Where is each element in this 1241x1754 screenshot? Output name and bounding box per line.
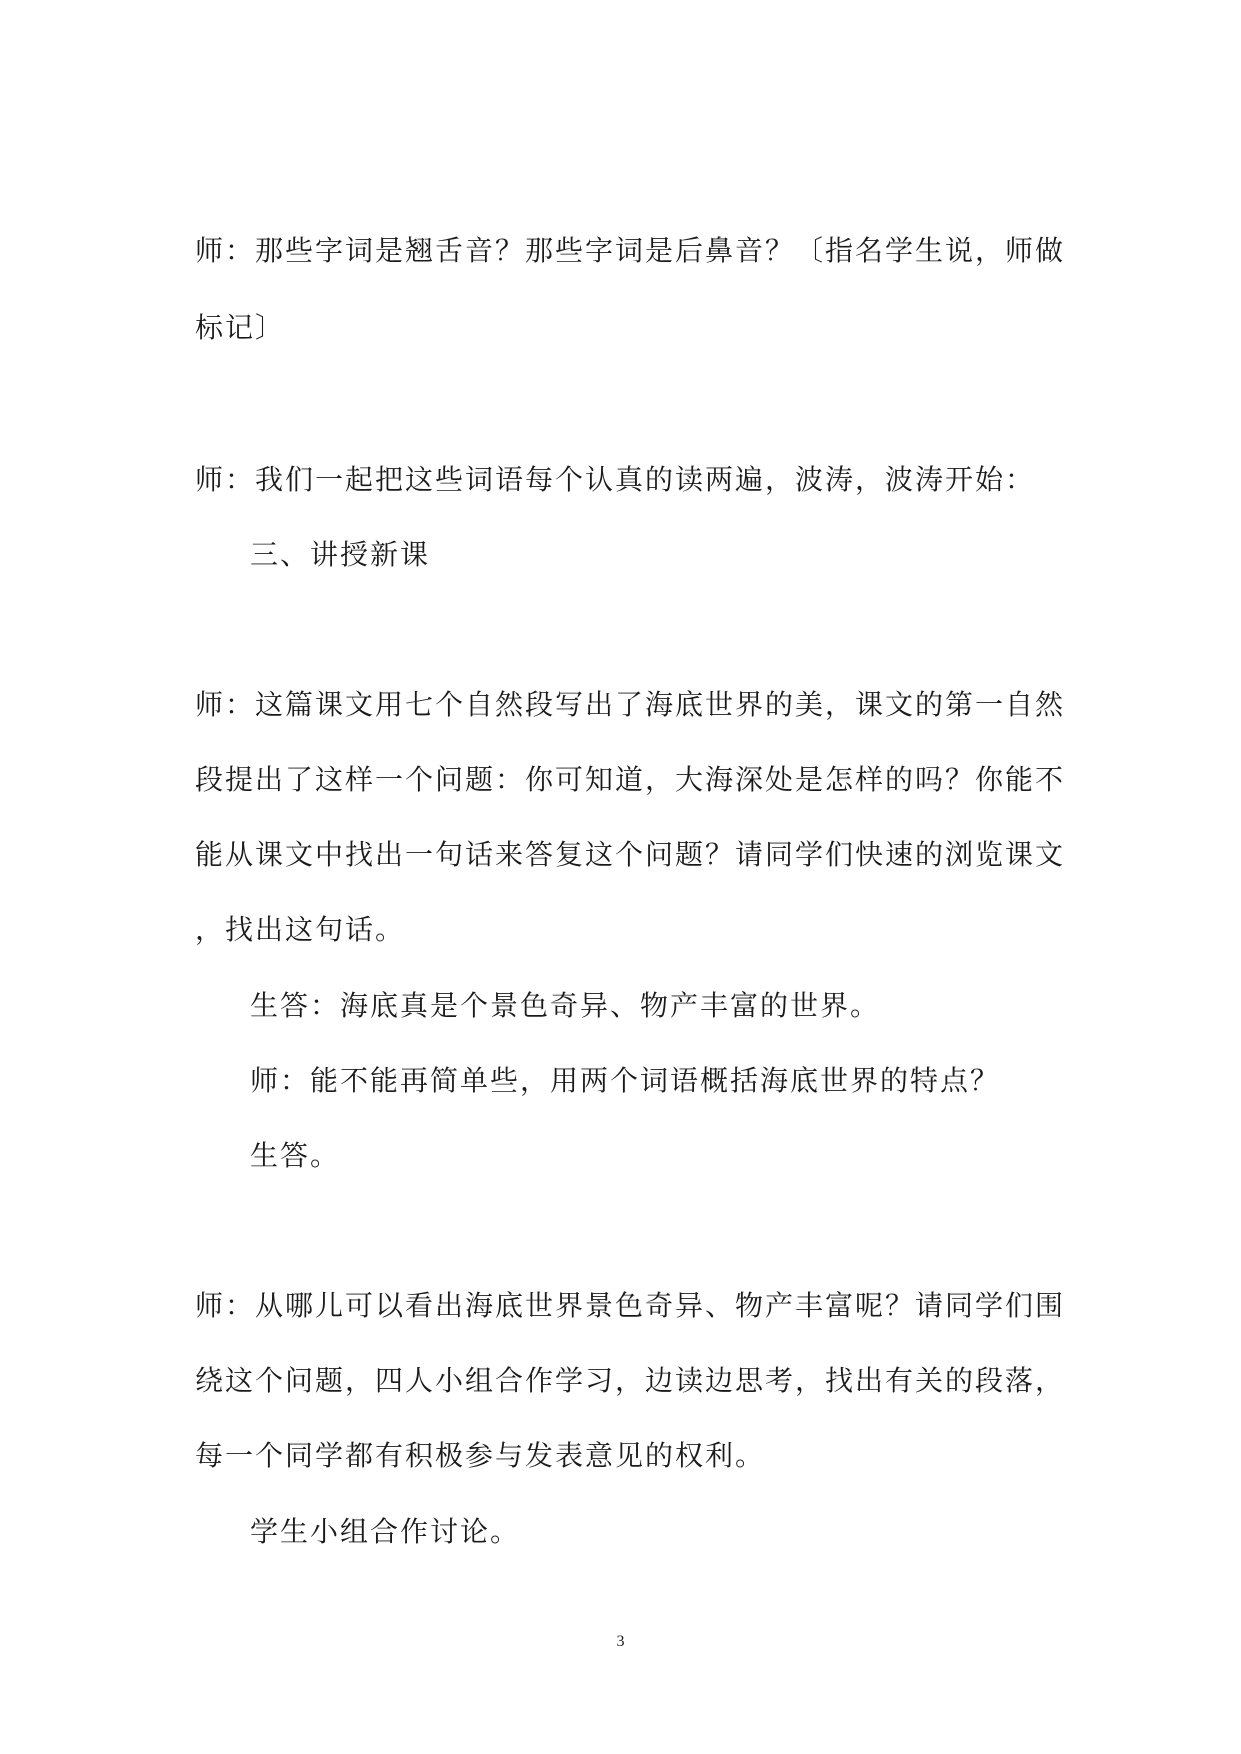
- text-line: 能从课文中找出一句话来答复这个问题？请同学们快速的浏览课文: [195, 838, 1066, 871]
- text-line: 学生小组合作讨论。: [250, 1515, 521, 1548]
- text-line: 生答：海底真是个景色奇异、物产丰富的世界。: [250, 989, 881, 1022]
- text-line: 段提出了这样一个问题：你可知道，大海深处是怎样的吗？你能不: [195, 763, 1066, 796]
- text-line: 标记〕: [195, 311, 286, 344]
- text-line: 师：我们一起把这些词语每个认真的读两遍，波涛，波涛开始：: [195, 463, 1036, 496]
- page-number: 3: [616, 1633, 625, 1650]
- text-line: 每一个同学都有积极参与发表意见的权利。: [195, 1439, 766, 1472]
- text-line: 师：这篇课文用七个自然段写出了海底世界的美，课文的第一自然: [195, 688, 1066, 721]
- text-line: 绕这个问题，四人小组合作学习，边读边思考，找出有关的段落，: [195, 1364, 1066, 1397]
- text-line: 师：从哪儿可以看出海底世界景色奇异、物产丰富呢？请同学们围: [195, 1289, 1066, 1322]
- text-line: 生答。: [250, 1139, 341, 1172]
- text-line: 师：那些字词是翘舌音？那些字词是后鼻音？〔指名学生说，师做: [195, 234, 1066, 267]
- text-line: 师：能不能再简单些，用两个词语概括海底世界的特点？: [250, 1064, 1001, 1097]
- section-heading: 三、讲授新课: [250, 538, 431, 571]
- text-line: ，找出这句话。: [195, 913, 406, 946]
